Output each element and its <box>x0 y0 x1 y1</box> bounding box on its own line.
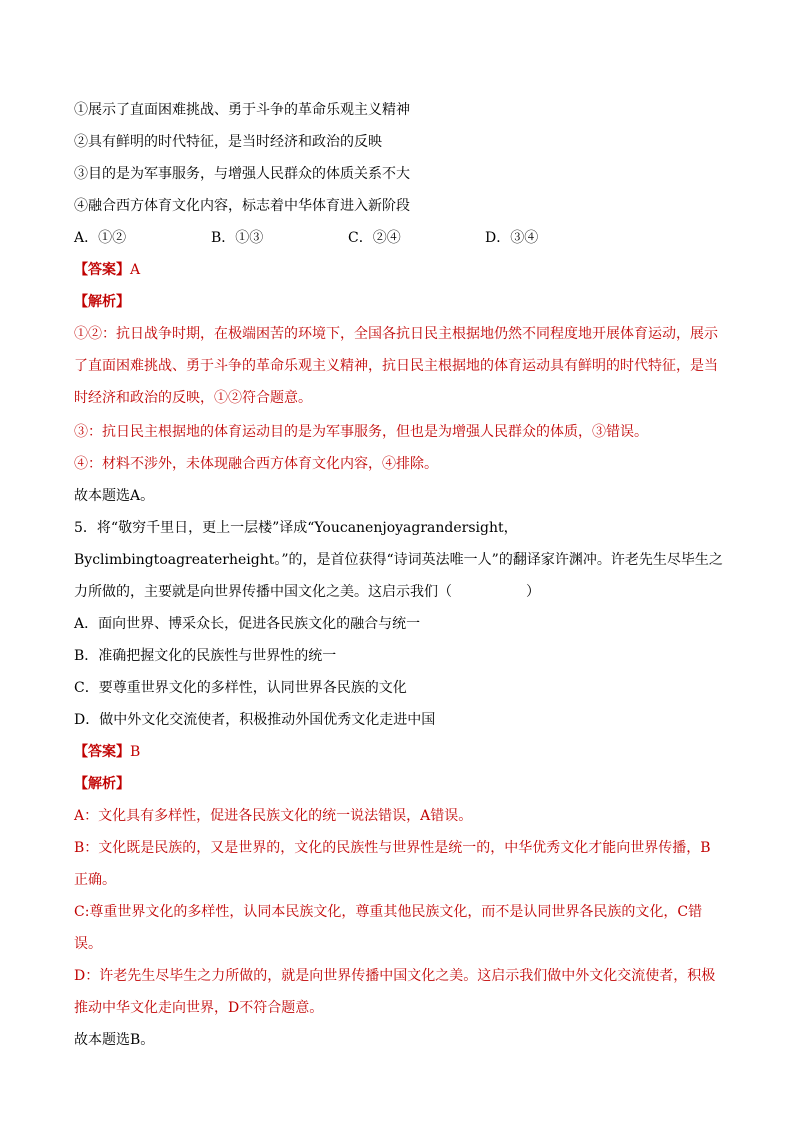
q5-stem <box>74 512 724 608</box>
q4-answer <box>74 258 724 282</box>
q4-option-c: C．②④ <box>348 230 401 246</box>
q4-answer-label: 【答案】 <box>74 262 130 278</box>
q4-statement-3: ③目的是为军事服务，与增强人民群众的体质关系不大 <box>74 166 410 182</box>
q4-option-b: B．①③ <box>211 230 264 246</box>
q4-answer-value: A <box>130 262 141 278</box>
q4-options <box>74 226 724 250</box>
q4-option-d: D．③④ <box>485 230 539 246</box>
q5-answer-value: B <box>130 744 141 760</box>
q4-analysis-label: 【解析】 <box>74 294 130 310</box>
q4-analysis-2: ③：抗日民主根据地的体育运动目的是为军事服务，但也是为增强人民群众的体质，③错误。 <box>74 424 648 440</box>
q5-analysis-c: C:尊重世界文化的多样性，认同本民族文化，尊重其他民族文化，而不是认同世界各民族的文化，C错误。 <box>74 904 703 952</box>
q5-option-d: D．做中外文化交流使者，积极推动外国优秀文化走进中国 <box>74 712 436 728</box>
q5-answer-label: 【答案】 <box>74 744 130 760</box>
q5-analysis-a: A：文化具有多样性，促进各民族文化的统一说法错误，A错误。 <box>74 808 473 824</box>
q4-statement-1: ①展示了直面困难挑战、勇于斗争的革命乐观主义精神 <box>74 102 410 118</box>
q4-analysis-1: ①②：抗日战争时期，在极端困苦的环境下，全国各抗日民主根据地仍然不同程度地开展体育运动，展示了直面困难挑战、勇于斗争的革命乐观主义精神，抗日民主根据地的体育运动具有鲜明的时代特征，是当时经济和政治的反映，①②符合题意。 <box>74 326 718 406</box>
q4-option-a: A．①② <box>74 230 127 246</box>
q5-analysis-b: B：文化既是民族的，又是世界的，文化的民族性与世界性是统一的，中华优秀文化才能向世界传播，B正确。 <box>74 840 711 888</box>
q5-analysis-d: D：许老先生尽毕生之力所做的，就是向世界传播中国文化之美。这启示我们做中外文化交流使者，积极推动中华文化走向世界，D不符合题意。 <box>74 968 716 1016</box>
q5-stem-text: 5．将“敬穷千里日，更上一层楼”译成“Youcanenjoyagrandersight，Byclimbingtoagreaterheight。”的，是首位获得“诗词英法唯一人”的翻译家许渊冲。许老先生尽毕生之力所做的，主要就是向世界传播中国文化之美。这启示我们（ <box>74 520 723 600</box>
q4-statement-4: ④融合西方体育文化内容，标志着中华体育进入新阶段 <box>74 198 410 214</box>
q5-analysis-label: 【解析】 <box>74 776 130 792</box>
q5-option-c: C．要尊重世界文化的多样性，认同世界各民族的文化 <box>74 680 407 696</box>
q5-option-b: B．准确把握文化的民族性与世界性的统一 <box>74 648 337 664</box>
document-page <box>74 98 724 1052</box>
q5-conclusion: 故本题选B。 <box>74 1032 155 1048</box>
q5-answer <box>74 740 724 764</box>
q4-statement-2: ②具有鲜明的时代特征，是当时经济和政治的反映 <box>74 134 382 150</box>
q4-analysis-3: ④：材料不涉外，未体现融合西方体育文化内容，④排除。 <box>74 456 438 472</box>
q4-conclusion: 故本题选A。 <box>74 488 155 504</box>
q5-stem-close: ） <box>526 584 540 600</box>
q5-option-a: A．面向世界、博采众长，促进各民族文化的融合与统一 <box>74 616 421 632</box>
